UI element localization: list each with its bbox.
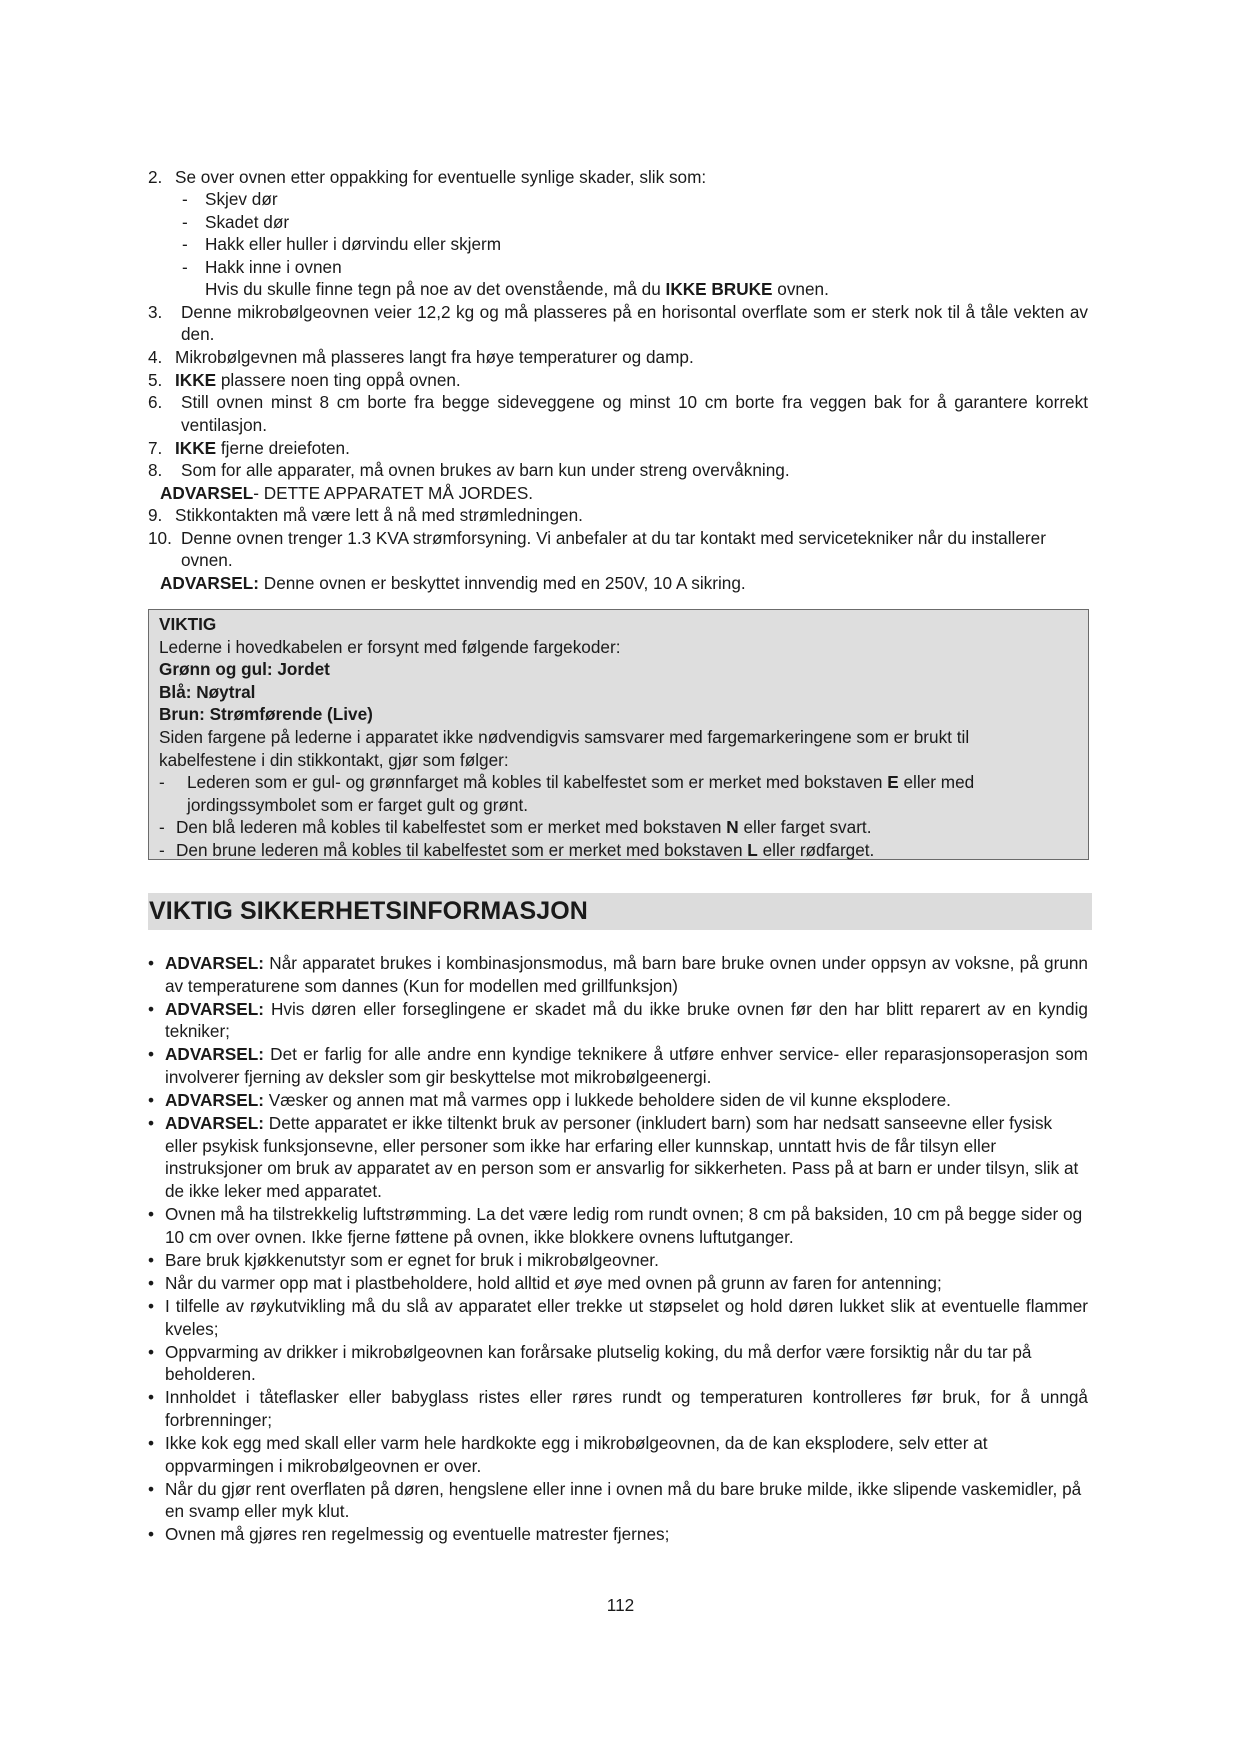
manual-page: 2. Se over ovnen etter oppakking for eventuelle synlige skader, slik som: - Skjev dør - Skadet dør - Hakk eller huller i dørvindu eller skjerm - Hakk inne i ovnen Hvis du skulle finne tegn på noe av det ovenstående, må du IKKE BRUKE ovnen. 3. Denne mikrobølgeovnen veier 12,2 kg og må plasseres på en horisontal overflate som er sterk nok til å tåle vekten av den. 4. Mikrobølgevnen må plasseres langt fra høye temperaturer og damp. 5. IKKE plassere noen ting oppå ovnen. 6. Still ovnen minst 8 cm borte fra begge sideveggene og minst 10 cm borte fra veggen bak for å garantere korrekt ventilasjon. 7. IKKE fjerne dreiefoten. 8. Som for alle apparater, må ovnen brukes av barn kun under streng overvåkning. ADVARSEL- DETTE APPARATET MÅ JORDES. 9. Stikkontakten må være lett å nå med strømledningen. 10. Denne ovnen trenger 1.3 KVA strømforsyning. Vi anbefaler at du tar kontakt med servicetekniker når du installerer ovnen. ADVARSEL: Denne ovnen er beskyttet innvendig med en 250V, 10 A sikring. VIKTIG Lederne i hovedkabelen er forsynt med følgende fargekoder: Grønn og gul: Jordet Blå: Nøytral Brun: Strømførende (Live) Siden fargene på lederne i apparatet ikke nødvendigvis samsvarer med fargemarkeringene som er brukt til kabelfestene i din stikkontakt, gjør som følger: - Lederen som er gul- og grønnfarget må kobles til kabelfestet som er merket med bokstaven E eller med jordingssymbolet som er farget gult og grønt. - Den blå lederen må kobles til kabelfestet som er merket med bokstaven N eller farget svart. - Den brune lederen må kobles til kabelfestet som er merket med bokstaven L eller rødfarget. VIKTIG SIKKERHETSINFORMASJON • ADVARSEL: Når apparatet brukes i kombinasjonsmodus, må barn bare bruke ovnen under oppsyn av voksne, på grunn av temperaturene som dannes (Kun for modellen med grillfunksjon) • ADVARSEL: Hvis døren eller forseglingene er skadet må du ikke bruke ovnen før den har blitt reparert av en kyndig tekniker; • ADVARSEL: Det er farlig for alle andre enn kyndige teknikere å utføre enhver service- eller reparasjonsoperasjon som involverer fjerning av deksler som gir beskyttelse mot mikrobølgeenergi. • ADVARSEL: Væsker og annen mat må varmes opp i lukkede beholdere siden de vil kunne eksplodere. • ADVARSEL: Dette apparatet er ikke tiltenkt bruk av personer (inkludert barn) som har nedsatt sanseevne eller fysisk eller psykisk funksjonsevne, eller personer som ikke har erfaring eller kunnskap, unntatt hvis de får tilsyn eller instruksjoner om bruk av apparatet av en person som er ansvarlig for sikkerheten. Pass på at barn er under tilsyn, slik at de ikke leker med apparatet. • Ovnen må ha tilstrekkelig luftstrømming. La det være ledig rom rundt ovnen; 8 cm på baksiden, 10 cm på begge sider og 10 cm over ovnen. Ikke fjerne føttene på ovnen, ikke blokkere ovnens luftutganger. • Bare bruk kjøkkenutstyr som er egnet for bruk i mikrobølgeovner. • Når du varmer opp mat i plastbeholdere, hold alltid et øye med ovnen på grunn av faren for antenning; • I tilfelle av røykutvikling må du slå av apparatet eller trekke ut støpselet og hold døren lukket slik at eventuelle flammer kveles; • Oppvarming av drikker i mikrobølgeovnen kan forårsake plutselig koking, du må derfor være forsiktig når du tar på beholderen. • Innholdet i tåteflasker eller babyglass ristes eller røres rundt og temperaturen kontrolleres før bruk, for å unngå forbrenninger; • Ikke kok egg med skall eller varm hele hardkokte egg i mikrobølgeovnen, da de kan eksplodere, selv etter at oppvarmingen i mikrobølgeovnen er over. • Når du gjør rent overflaten på døren, hengslene eller inne i ovnen må du bare bruke milde, ikke slipende vaskemidler, på en svamp eller myk klut. • Ovnen må gjøres ren regelmessig og eventuelle matrester fjernes; 112 bbox=[0, 0, 1241, 1754]
color-code-neutral: Blå: Nøytral bbox=[159, 681, 256, 702]
safety-item: • Når du gjør rent overflaten på døren, hengslene eller inne i ovnen må du bare bruke milde, ikke slipende vaskemidler, på en svamp eller myk klut. bbox=[148, 1478, 1082, 1522]
step-number: 8. bbox=[148, 460, 163, 480]
fuse-warning: ADVARSEL: Denne ovnen er beskyttet innvendig med en 250V, 10 A sikring. bbox=[160, 573, 746, 593]
step-text: Som for alle apparater, må ovnen brukes av barn kun under streng overvåkning. bbox=[181, 460, 790, 480]
step-number: 10. bbox=[148, 527, 172, 548]
step-number: 4. bbox=[148, 347, 163, 367]
safety-item: • ADVARSEL: Det er farlig for alle andre enn kyndige teknikere å utføre enhver service- eller reparasjonsoperasjon som involverer fjerning av deksler som gir beskyttelse mot mikrobølgeenergi. bbox=[148, 1044, 1088, 1087]
safety-item: • Ovnen må gjøres ren regelmessig og eventuelle matrester fjernes; bbox=[148, 1524, 670, 1545]
step-text: Still ovnen minst 8 cm borte fra begge sideveggene og minst 10 cm borte fra veggen bak for å garantere korrekt ventilasjon. bbox=[181, 392, 1088, 435]
page-number: 112 bbox=[606, 1595, 635, 1615]
wiring-info-box bbox=[148, 609, 1089, 860]
damage-item-text: Hakk inne i ovnen bbox=[205, 256, 342, 277]
safety-item: • Innholdet i tåteflasker eller babyglass ristes eller røres rundt og temperaturen kontrolleres før bruk, for å unngå forbrenninger; bbox=[148, 1387, 1088, 1430]
step-number: 6. bbox=[148, 392, 163, 412]
step-number: 3. bbox=[148, 301, 163, 322]
wiring-bullet: - Den blå lederen må kobles til kabelfestet som er merket med bokstaven N eller farget svart. bbox=[159, 817, 872, 838]
step-text: Denne mikrobølgeovnen veier 12,2 kg og må plasseres på en horisontal overflate som er sterk nok til å tåle vekten av den. bbox=[181, 301, 1088, 345]
safety-item: • I tilfelle av røykutvikling må du slå av apparatet eller trekke ut støpselet og hold døren lukket slik at eventuelle flammer kveles; bbox=[148, 1295, 1088, 1339]
step-number: 2. bbox=[148, 167, 163, 187]
safety-item: • Når du varmer opp mat i plastbeholdere, hold alltid et øye med ovnen på grunn av faren for antenning; bbox=[148, 1272, 942, 1293]
wiring-bullet: - Den brune lederen må kobles til kabelfestet som er merket med bokstaven L eller rødfarget. bbox=[159, 839, 875, 860]
step-text: Stikkontakten må være lett å nå med strømledningen. bbox=[175, 505, 583, 525]
safety-item: • ADVARSEL: Når apparatet brukes i kombinasjonsmodus, må barn bare bruke ovnen under oppsyn av voksne, på grunn av temperaturene som dannes (Kun for modellen med grillfunksjon) bbox=[148, 953, 1088, 996]
step-number: 9. bbox=[148, 505, 163, 525]
section-title: VIKTIG SIKKERHETSINFORMASJON bbox=[149, 897, 588, 925]
safety-item: • ADVARSEL: Hvis døren eller forseglingene er skadet må du ikke bruke ovnen før den har blitt reparert av en kyndig tekniker; bbox=[148, 998, 1088, 1042]
wiring-bullet: - Lederen som er gul- og grønnfarget må kobles til kabelfestet som er merket med bokstaven E eller med jordingssymbolet som er farget gult og grønt. bbox=[159, 772, 975, 815]
step-text: IKKE fjerne dreiefoten. bbox=[175, 437, 350, 458]
box-title: VIKTIG bbox=[159, 614, 217, 634]
step-text: Denne ovnen trenger 1.3 KVA strømforsyning. Vi anbefaler at du tar kontakt med servicetekniker når du installerer ovnen. bbox=[181, 527, 1046, 571]
safety-item: • ADVARSEL: Dette apparatet er ikke tiltenkt bruk av personer (inkludert barn) som har nedsatt sanseevne eller fysisk eller psykisk funksjonsevne, eller personer som ikke har erfaring eller kunnskap, unntatt hvis de får tilsyn eller instruksjoner om bruk av apparatet av en person som er ansvarlig for sikkerheten. Pass på at barn er under tilsyn, slik at de ikke leker med apparatet. bbox=[148, 1113, 1079, 1201]
safety-item: • Oppvarming av drikker i mikrobølgeovnen kan forårsake plutselig koking, du må derfor være forsiktig når du tar på beholderen. bbox=[148, 1341, 1032, 1385]
safety-item: • Ikke kok egg med skall eller varm hele hardkokte egg i mikrobølgeovnen, da de kan eksplodere, selv etter at oppvarmingen i mikrobølgeovnen er over. bbox=[148, 1432, 988, 1476]
color-code-live: Brun: Strømførende (Live) bbox=[159, 704, 373, 725]
safety-item: • Ovnen må ha tilstrekkelig luftstrømming. La det være ledig rom rundt ovnen; 8 cm på baksiden, 10 cm på begge sider og 10 cm over ovnen. Ikke fjerne føttene på ovnen, ikke blokkere ovnens luftutganger. bbox=[148, 1204, 1083, 1247]
safety-list bbox=[148, 952, 1088, 1546]
safety-item: • Bare bruk kjøkkenutstyr som er egnet for bruk i mikrobølgeovner. bbox=[148, 1249, 659, 1270]
damage-item-text: Skjev dør bbox=[205, 189, 278, 209]
damage-item-text: Skadet dør bbox=[205, 211, 290, 232]
grounding-warning: ADVARSEL- DETTE APPARATET MÅ JORDES. bbox=[160, 482, 534, 503]
box-intro: Lederne i hovedkabelen er forsynt med følgende fargekoder: bbox=[159, 636, 621, 657]
step-number: 5. bbox=[148, 369, 163, 390]
step-text: IKKE plassere noen ting oppå ovnen. bbox=[175, 369, 461, 390]
safety-item: • ADVARSEL: Væsker og annen mat må varmes opp i lukkede beholdere siden de vil kunne eksplodere. bbox=[148, 1090, 951, 1111]
box-paragraph: Siden fargene på lederne i apparatet ikke nødvendigvis samsvarer med fargemarkeringene som er brukt til kabelfestene i din stikkontakt, gjør som følger: bbox=[159, 726, 970, 770]
damage-item-text: Hakk eller huller i dørvindu eller skjerm bbox=[205, 234, 502, 254]
damage-note: Hvis du skulle finne tegn på noe av det ovenstående, må du IKKE BRUKE ovnen. bbox=[205, 279, 829, 299]
step-text: Se over ovnen etter oppakking for eventuelle synlige skader, slik som: bbox=[175, 167, 707, 187]
step-text: Mikrobølgevnen må plasseres langt fra høye temperaturer og damp. bbox=[175, 347, 694, 367]
section-heading bbox=[148, 893, 1092, 930]
color-code-earth: Grønn og gul: Jordet bbox=[159, 659, 330, 680]
step-number: 7. bbox=[148, 437, 163, 458]
